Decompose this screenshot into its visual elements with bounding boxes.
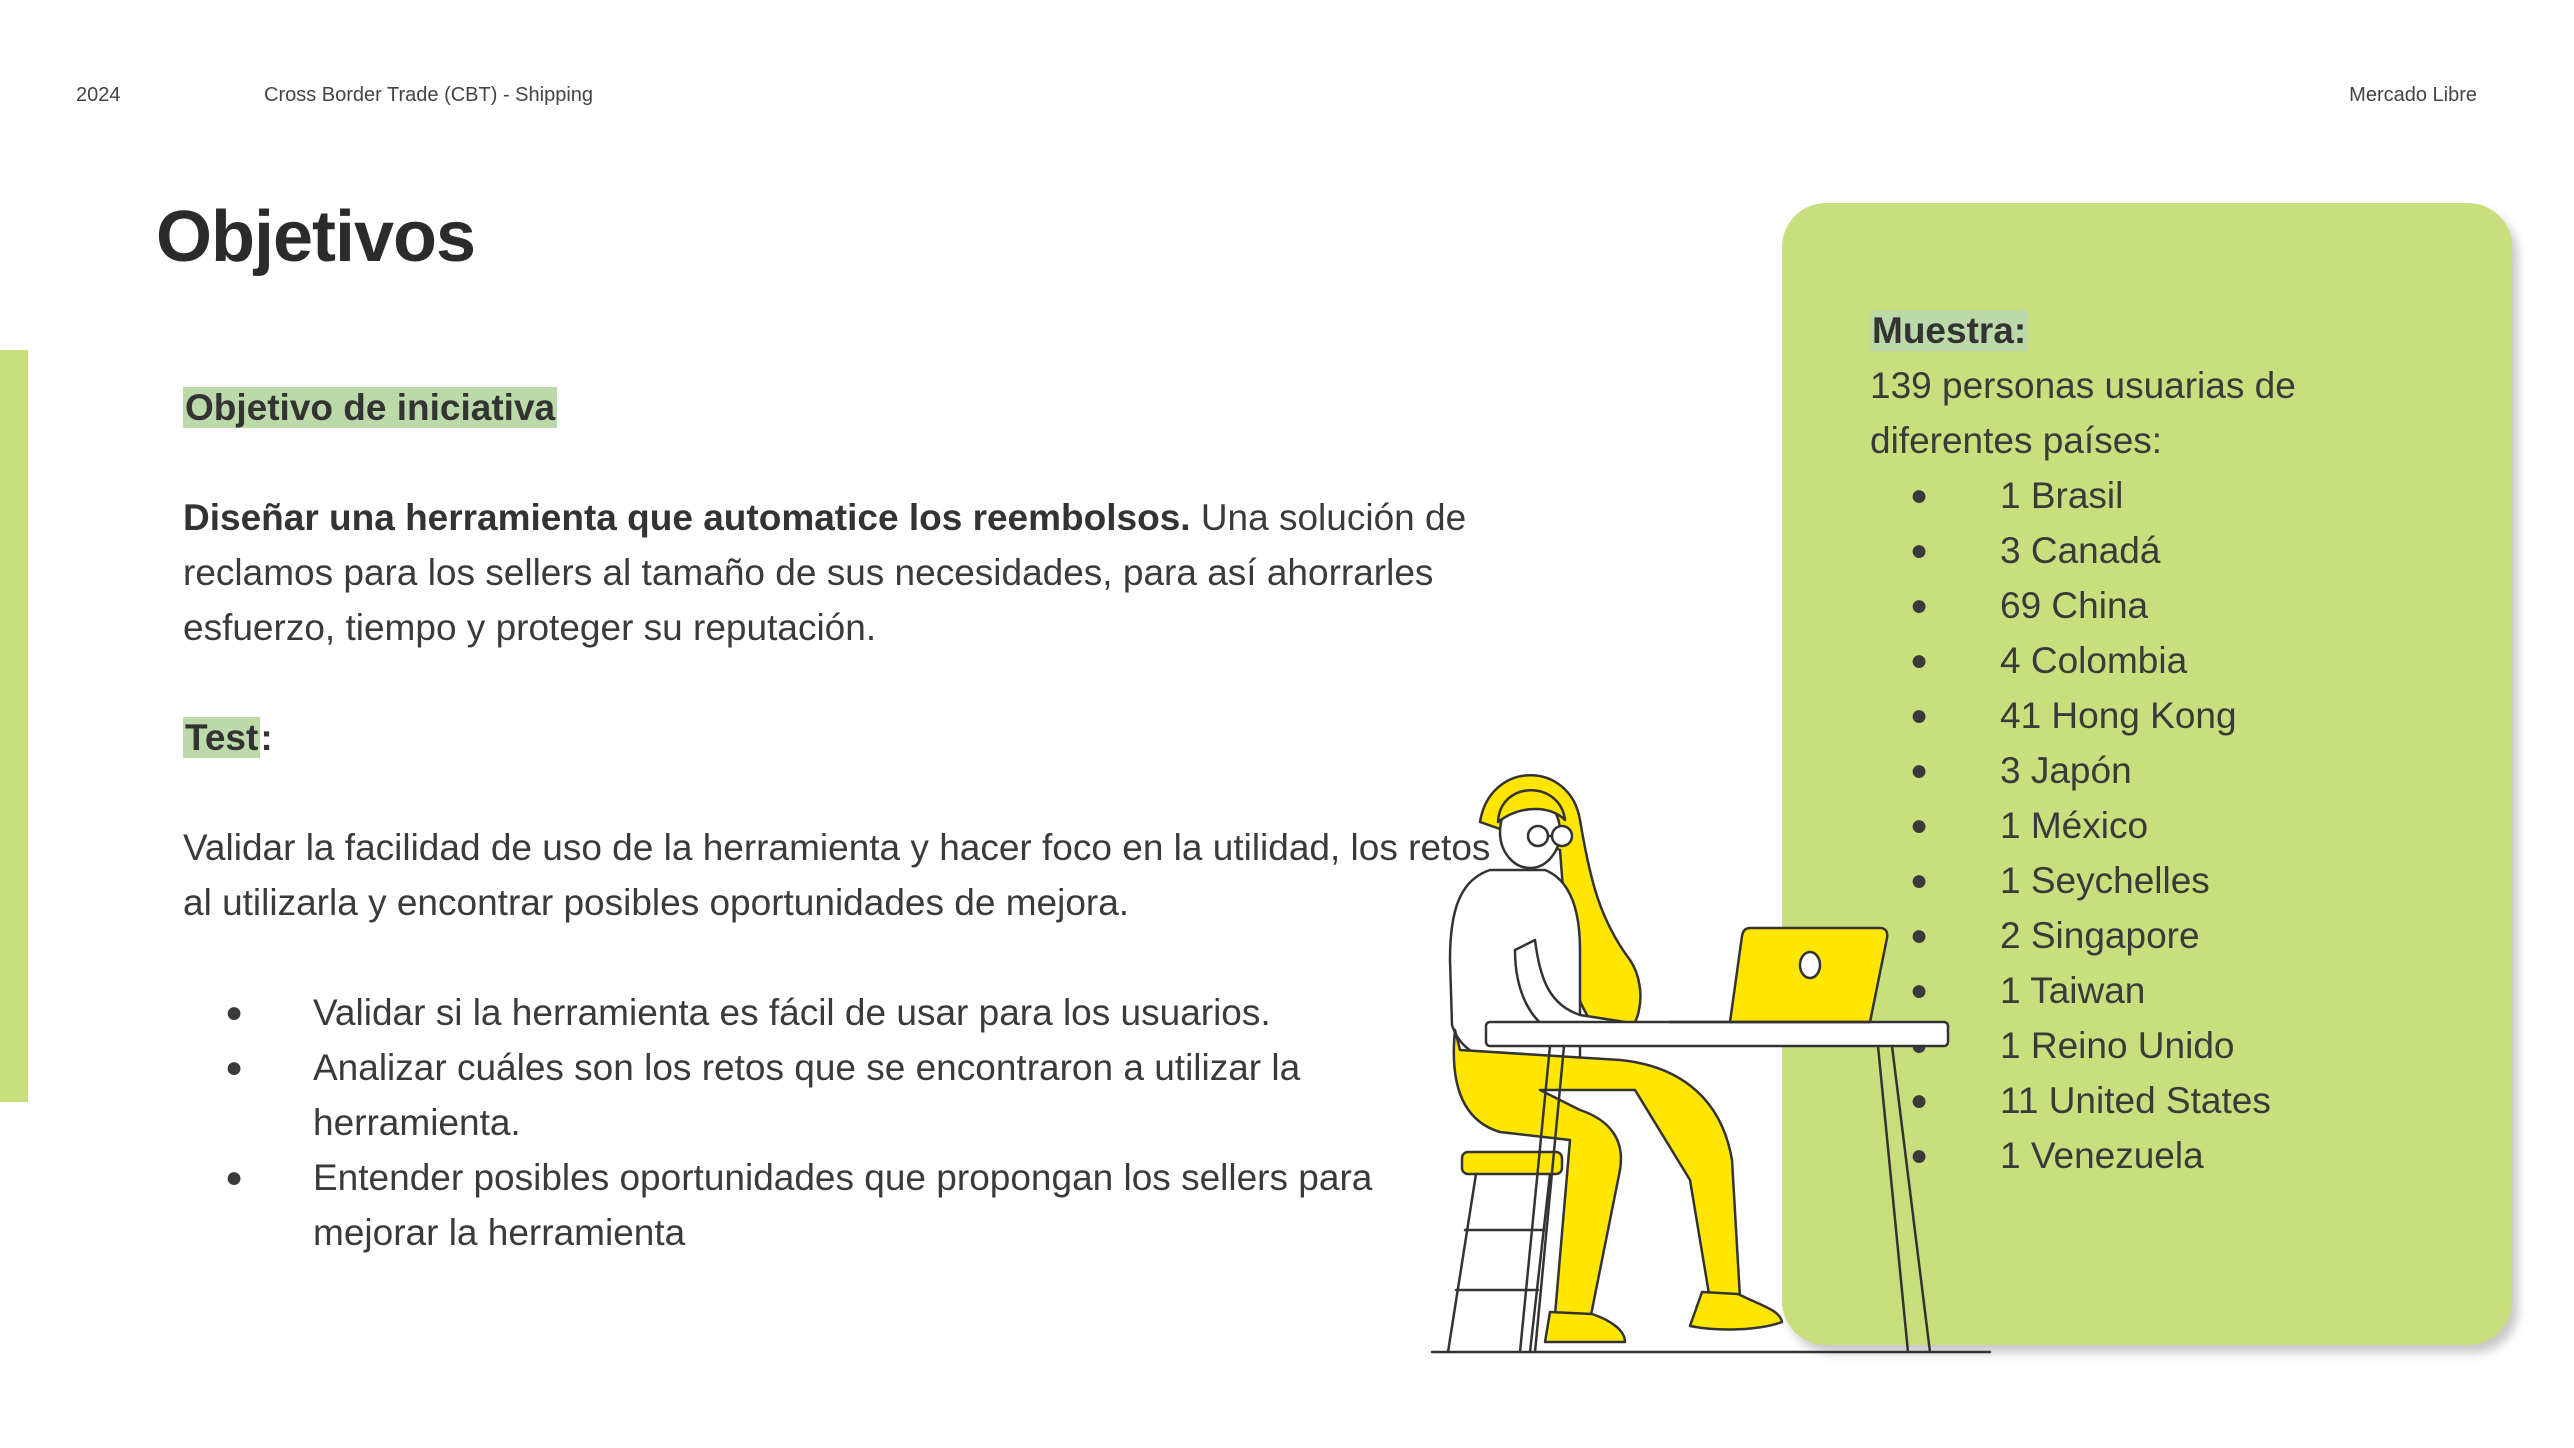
objectives-content bbox=[183, 380, 1523, 1260]
header-year: 2024 bbox=[76, 84, 121, 106]
list-item: ● 1 Reino Unido bbox=[1870, 1018, 2490, 1073]
list-item: ● Entender posibles oportunidades que propongan los sellers para mejorar la herramienta bbox=[183, 1150, 1443, 1260]
left-shoe bbox=[1545, 1312, 1625, 1342]
list-item: ● 1 Brasil bbox=[1870, 468, 2490, 523]
woman-at-laptop-illustration bbox=[1420, 760, 2030, 1360]
list-item: ● 3 Japón bbox=[1870, 743, 2490, 798]
test-heading-line bbox=[183, 710, 1523, 765]
list-item: ● 1 México bbox=[1870, 798, 2490, 853]
sample-heading: Muestra: bbox=[1872, 310, 2027, 351]
header-brand: Mercado Libre bbox=[2349, 84, 2477, 106]
left-accent-bar bbox=[0, 350, 28, 1102]
test-bullet-list bbox=[183, 985, 1483, 1260]
test-heading: Test bbox=[185, 717, 259, 758]
objective-bold-text: Diseñar una herramienta que automatice los reembolsos. bbox=[183, 497, 1191, 538]
list-item: ● 3 Canadá bbox=[1870, 523, 2490, 578]
list-item: ● 4 Colombia bbox=[1870, 633, 2490, 688]
list-item: ● 11 United States bbox=[1870, 1073, 2490, 1128]
objective-paragraph bbox=[183, 490, 1513, 655]
list-item: ● 1 Taiwan bbox=[1870, 963, 2490, 1018]
right-shoe bbox=[1690, 1292, 1782, 1329]
glasses-left bbox=[1528, 826, 1548, 846]
sample-heading-line bbox=[1870, 303, 2490, 358]
header-subtitle: Cross Border Trade (CBT) - Shipping bbox=[264, 84, 594, 106]
list-item: ● Analizar cuáles son los retos que se encontraron a utilizar la herramienta. bbox=[183, 1040, 1433, 1150]
list-item: ● Validar si la herramienta es fácil de usar para los usuarios. bbox=[183, 985, 1483, 1040]
list-item: ● 69 China bbox=[1870, 578, 2490, 633]
list-item: ● 1 Venezuela bbox=[1870, 1128, 2490, 1183]
glasses-right bbox=[1552, 826, 1572, 846]
page-title: Objetivos bbox=[156, 197, 476, 277]
laptop-logo bbox=[1800, 952, 1820, 978]
objective-text: Una solución de reclamos para los sellers al tamaño de sus necesidades, para así ahorrarles esfuerzo, tiempo y proteger su reputación. bbox=[183, 497, 1467, 648]
list-item: ● 2 Singapore bbox=[1870, 908, 2490, 963]
desk-top bbox=[1486, 1022, 1948, 1046]
objective-heading-line bbox=[183, 380, 1523, 435]
list-item: ● 41 Hong Kong bbox=[1870, 688, 2490, 743]
list-item: ● 1 Seychelles bbox=[1870, 853, 2490, 908]
sample-intro: 139 personas usuarias de diferentes países: bbox=[1870, 365, 2296, 461]
test-heading-colon: : bbox=[260, 717, 273, 758]
test-paragraph: Validar la facilidad de uso de la herramienta y hacer foco en la utilidad, los retos al utilizarla y encontrar posibles oportunidades de mejora. bbox=[183, 827, 1491, 923]
objective-heading: Objetivo de iniciativa bbox=[185, 387, 556, 428]
